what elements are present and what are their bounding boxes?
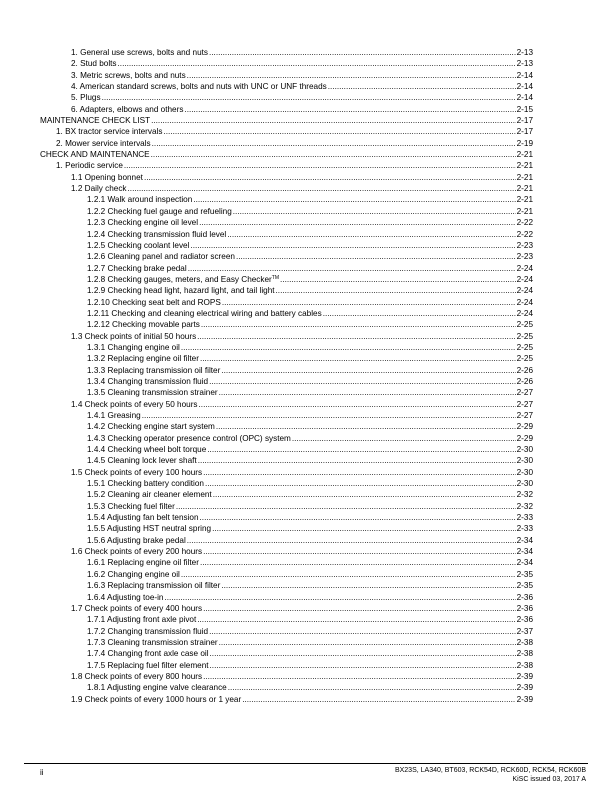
toc-entry-page: 2-27 — [516, 388, 533, 398]
toc-entry-title — [71, 467, 202, 478]
toc-entry[interactable] — [0, 217, 612, 228]
toc-entry-page: 2-25 — [516, 354, 533, 364]
footer-issue-info: KiSC issued 03, 2017 A — [512, 776, 586, 783]
toc-entry[interactable] — [0, 535, 612, 546]
toc-entry-page: 2-32 — [516, 490, 533, 500]
toc-entry-title-text: 1.2.2 Checking fuel gauge and refueling — [87, 206, 232, 216]
toc-entry-title — [87, 229, 226, 240]
toc-entry[interactable] — [0, 603, 612, 614]
toc-entry-title — [71, 331, 196, 342]
toc-entry-page: 2-38 — [516, 637, 533, 647]
toc-entry-title-text: 1.4.4 Checking wheel bolt torque — [87, 445, 207, 455]
toc-entry-page: 2-26 — [516, 365, 533, 375]
toc-entry-title-text: 1.5.6 Adjusting brake pedal — [87, 535, 186, 545]
toc-dot-leader — [219, 387, 516, 398]
toc-entry-title — [87, 614, 196, 625]
toc-dot-leader — [205, 478, 516, 489]
toc-entry[interactable] — [0, 183, 612, 194]
toc-dot-leader — [207, 444, 515, 455]
toc-entry[interactable] — [0, 410, 612, 421]
toc-entry-title-text: CHECK AND MAINTENANCE — [40, 150, 150, 160]
toc-entry[interactable] — [0, 297, 612, 308]
toc-entry-title — [87, 682, 227, 693]
footer-page-number: ii — [40, 768, 44, 777]
toc-entry-title — [87, 455, 197, 466]
toc-dot-leader — [198, 455, 516, 466]
toc-entry-title-text: 1.6.4 Adjusting toe-in — [87, 592, 164, 602]
toc-entry[interactable] — [0, 501, 612, 512]
toc-dot-leader — [233, 206, 516, 217]
toc-entry-title-text: 5. Plugs — [71, 93, 101, 103]
toc-entry-title-text: 1.3 Check points of initial 50 hours — [71, 331, 197, 341]
toc-entry-title-text: 1.3.2 Replacing engine oil filter — [87, 354, 199, 364]
toc-entry-title-text: 1.7.4 Changing front axle case oil — [87, 649, 209, 659]
toc-entry-page: 2-13 — [516, 59, 533, 69]
toc-dot-leader — [176, 501, 516, 512]
toc-entry[interactable] — [0, 70, 612, 81]
toc-entry[interactable] — [0, 569, 612, 580]
toc-entry-page: 2-38 — [516, 660, 533, 670]
toc-entry-title-text: 1. Periodic service — [56, 161, 123, 171]
toc-entry-title — [87, 557, 199, 568]
toc-entry-page: 2-21 — [516, 150, 533, 160]
toc-entry[interactable] — [0, 172, 612, 183]
toc-dot-leader — [212, 523, 516, 534]
toc-dot-leader — [181, 569, 516, 580]
toc-entry[interactable] — [0, 421, 612, 432]
toc-dot-leader — [193, 194, 515, 205]
toc-entry-title-text: 1.4.1 Greasing — [87, 411, 141, 420]
toc-dot-leader — [152, 138, 516, 149]
toc-entry-title — [87, 660, 209, 671]
toc-dot-leader — [200, 353, 516, 364]
toc-entry-title-text: 1.1 Opening bonnet — [71, 172, 143, 182]
toc-entry[interactable] — [0, 229, 612, 240]
toc-dot-leader — [323, 308, 516, 319]
toc-entry-page: 2-29 — [516, 433, 533, 443]
toc-entry-page: 2-24 — [516, 274, 533, 284]
toc-entry-page: 2-21 — [516, 161, 533, 171]
toc-entry-title — [87, 285, 275, 296]
toc-entry-title-text: 1. General use screws, bolts and nuts — [71, 48, 208, 57]
toc-entry-title — [87, 478, 204, 489]
toc-entry-title-text: 1.2.5 Checking coolant level — [87, 240, 190, 250]
toc-dot-leader — [203, 603, 516, 614]
toc-entry-page: 2-34 — [516, 535, 533, 545]
toc-entry[interactable] — [0, 376, 612, 387]
toc-entry-page: 2-37 — [516, 626, 533, 636]
toc-entry[interactable] — [0, 274, 612, 285]
toc-entry-title-text: 1.2.4 Checking transmission fluid level — [87, 229, 227, 239]
toc-dot-leader — [228, 682, 516, 693]
toc-dot-leader — [227, 229, 515, 240]
toc-entry-title-text: 1.2.7 Checking brake pedal — [87, 263, 187, 273]
toc-entry-page: 2-24 — [516, 297, 533, 307]
toc-entry[interactable] — [0, 126, 612, 137]
toc-entry-title-text: 1.7.3 Cleaning transmission strainer — [87, 637, 218, 647]
toc-entry-page: 2-36 — [516, 592, 533, 602]
toc-entry-title — [87, 240, 189, 251]
toc-dot-leader — [216, 421, 516, 432]
toc-entry[interactable] — [0, 319, 612, 330]
toc-dot-leader — [187, 535, 516, 546]
toc-entry-title-text: 1.7 Check points of every 400 hours — [71, 603, 203, 613]
toc-entry-page: 2-39 — [516, 671, 533, 681]
toc-entry-title — [71, 694, 241, 705]
toc-entry-title-text: 1.3.1 Changing engine oil — [87, 342, 180, 352]
toc-entry-title-text: 1.2.8 Checking gauges, meters, and Easy Checker — [87, 274, 272, 284]
toc-entry-title — [87, 387, 218, 398]
toc-entry[interactable] — [0, 81, 612, 92]
toc-entry-page: 2-39 — [516, 694, 533, 704]
toc-entry-page: 2-19 — [516, 138, 533, 148]
toc-entry-title — [87, 444, 206, 455]
toc-entry-title-text: 1.9 Check points of every 1000 hours or 1 year — [71, 694, 242, 704]
toc-entry-title-text: 1.8.1 Adjusting engine valve clearance — [87, 683, 227, 693]
toc-dot-leader — [197, 331, 515, 342]
toc-dot-leader — [124, 160, 516, 171]
toc-entry-title — [87, 308, 322, 319]
toc-entry-title — [87, 421, 215, 432]
toc-entry-page: 2-25 — [516, 342, 533, 352]
toc-entry-title — [87, 569, 180, 580]
toc-entry-title-text: 1.7.1 Adjusting front axle pivot — [87, 615, 197, 625]
toc-entry-title-text: 1.5.1 Checking battery condition — [87, 479, 204, 489]
toc-entry-title — [87, 433, 291, 444]
toc-entry-title-text: 1.5.2 Cleaning air cleaner element — [87, 490, 212, 500]
toc-dot-leader — [197, 614, 515, 625]
toc-entry-title — [87, 376, 208, 387]
toc-entry[interactable] — [0, 138, 612, 149]
toc-entry-page: 2-33 — [516, 524, 533, 534]
toc-entry-title — [87, 580, 220, 591]
toc-entry-title — [56, 126, 162, 137]
toc-entry-page: 2-35 — [516, 581, 533, 591]
toc-entry-title — [87, 535, 186, 546]
toc-entry[interactable] — [0, 308, 612, 319]
toc-entry-title — [71, 104, 183, 115]
toc-dot-leader — [201, 319, 516, 330]
toc-entry-title-text: 1.7.5 Replacing fuel filter element — [87, 660, 209, 670]
toc-entry-page: 2-24 — [516, 308, 533, 318]
toc-entry-title — [87, 194, 192, 205]
footer-model-list: BX23S, LA340, BT603, RCK54D, RCK60D, RCK54, RCK60B — [394, 767, 586, 774]
toc-dot-leader — [276, 285, 516, 296]
toc-entry[interactable] — [0, 626, 612, 637]
toc-entry-page: 2-23 — [516, 240, 533, 250]
toc-entry-title — [71, 183, 127, 194]
toc-entry-page: 2-29 — [516, 422, 533, 432]
toc-dot-leader — [151, 115, 516, 126]
toc-entry-title — [87, 648, 209, 659]
toc-entry[interactable] — [0, 251, 612, 262]
toc-entry-title-text: 1.4.2 Checking engine start system — [87, 422, 215, 432]
toc-dot-leader — [222, 297, 516, 308]
toc-entry-title-text: 1.5 Check points of every 100 hours — [71, 467, 203, 477]
toc-entry-page: 2-21 — [516, 184, 533, 194]
toc-entry-title-text: 1.3.3 Replacing transmission oil filter — [87, 365, 221, 375]
toc-entry-title-text: 1.2.1 Walk around inspection — [87, 195, 193, 205]
toc-dot-leader — [163, 126, 515, 137]
toc-entry[interactable] — [0, 387, 612, 398]
toc-entry-title — [87, 512, 199, 523]
toc-entry[interactable] — [0, 682, 612, 693]
toc-dot-leader — [219, 637, 516, 648]
toc-dot-leader — [118, 58, 516, 69]
toc-entry[interactable] — [0, 557, 612, 568]
toc-entry-title — [87, 274, 279, 285]
toc-entry-title — [87, 523, 211, 534]
toc-entry-title-text: 1.4 Check points of every 50 hours — [71, 399, 198, 409]
toc-entry-title-text: 1.6.1 Replacing engine oil filter — [87, 558, 199, 568]
toc-entry-page: 2-14 — [516, 82, 533, 92]
toc-entry-title-text: 1.2.12 Checking movable parts — [87, 320, 200, 330]
toc-entry-title-text: 1.2.3 Checking engine oil level — [87, 218, 199, 228]
toc-entry-title-text: 1.6 Check points of every 200 hours — [71, 547, 203, 557]
toc-entry-title-text: 1.3.5 Cleaning transmission strainer — [87, 388, 218, 398]
toc-entry-page: 2-15 — [516, 104, 533, 114]
toc-entry-title-text: 6. Adapters, elbows and others — [71, 104, 184, 114]
toc-entry-page: 2-39 — [516, 683, 533, 693]
toc-dot-leader — [184, 104, 515, 115]
toc-entry-page: 2-13 — [516, 48, 533, 57]
toc-entry-title — [87, 297, 221, 308]
toc-dot-leader — [242, 694, 515, 705]
toc-entry-page: 2-34 — [516, 558, 533, 568]
toc-entry[interactable] — [0, 365, 612, 376]
toc-entry-page: 2-30 — [516, 445, 533, 455]
toc-entry-title — [87, 206, 232, 217]
toc-entry-page: 2-30 — [516, 467, 533, 477]
toc-entry-page: 2-36 — [516, 603, 533, 613]
toc-entry-title — [71, 81, 327, 92]
toc-entry-title — [40, 115, 150, 126]
toc-entry-page: 2-33 — [516, 513, 533, 523]
toc-dot-leader — [200, 512, 516, 523]
toc-entry-page: 2-22 — [516, 229, 533, 239]
toc-entry[interactable] — [0, 285, 612, 296]
toc-entry-page: 2-36 — [516, 615, 533, 625]
toc-entry-title — [87, 626, 208, 637]
toc-entry-page: 2-24 — [516, 286, 533, 296]
toc-entry-title — [87, 637, 218, 648]
toc-dot-leader — [328, 81, 516, 92]
toc-dot-leader — [151, 149, 516, 160]
toc-entry-page: 2-23 — [516, 252, 533, 262]
toc-entry-title — [56, 138, 151, 149]
toc-entry[interactable] — [0, 671, 612, 682]
toc-dot-leader — [181, 342, 516, 353]
toc-entry-title-text: 2. Mower service intervals — [56, 138, 151, 148]
toc-entry-title-text: 1.4.3 Checking operator presence control (OPC) system — [87, 433, 291, 443]
toc-entry-title — [71, 47, 208, 58]
toc-dot-leader — [200, 557, 516, 568]
toc-entry[interactable] — [0, 467, 612, 478]
toc-entry-title — [71, 58, 117, 69]
toc-entry[interactable] — [0, 206, 612, 217]
toc-dot-leader — [128, 183, 516, 194]
toc-entry-title — [40, 149, 150, 160]
toc-entry-page: 2-35 — [516, 569, 533, 579]
toc-entry-title-text: 1.8 Check points of every 800 hours — [71, 671, 203, 681]
toc-entry[interactable] — [0, 523, 612, 534]
toc-entry-page: 2-21 — [516, 172, 533, 182]
toc-entry[interactable] — [0, 660, 612, 671]
toc-entry[interactable] — [0, 455, 612, 466]
toc-entry-title-text: 1.2.6 Cleaning panel and radiator screen — [87, 252, 235, 262]
toc-entry[interactable] — [0, 580, 612, 591]
toc-entry[interactable] — [0, 115, 612, 126]
toc-entry-page: 2-27 — [516, 411, 533, 420]
toc-entry-page: 2-30 — [516, 479, 533, 489]
toc-entry[interactable] — [0, 58, 612, 69]
toc-entry-page: 2-24 — [516, 263, 533, 273]
toc-entry-title-text: 1.2.11 Checking and cleaning electrical wiring and battery cables — [87, 308, 322, 318]
table-of-contents — [0, 47, 612, 705]
toc-entry-title-text: 1.4.5 Cleaning lock lever shaft — [87, 456, 197, 466]
toc-entry[interactable] — [0, 614, 612, 625]
toc-dot-leader — [203, 671, 516, 682]
toc-entry-title-text: 1.2 Daily check — [71, 184, 127, 194]
toc-dot-leader — [144, 172, 516, 183]
toc-entry-title — [87, 263, 187, 274]
toc-entry-title — [87, 353, 199, 364]
footer-divider — [24, 763, 588, 764]
toc-entry-page: 2-17 — [516, 127, 533, 137]
toc-entry-title-text: 1. BX tractor service intervals — [56, 127, 163, 137]
toc-entry[interactable] — [0, 512, 612, 523]
toc-entry[interactable] — [0, 263, 612, 274]
toc-entry[interactable] — [0, 47, 612, 58]
toc-entry[interactable] — [0, 342, 612, 353]
toc-entry[interactable] — [0, 149, 612, 160]
toc-entry-title — [56, 160, 123, 171]
toc-entry-title-text: 1.2.9 Checking head light, hazard light, and tail light — [87, 286, 275, 296]
toc-entry-page: 2-32 — [516, 501, 533, 511]
toc-entry-title-text: 1.3.4 Changing transmission fluid — [87, 376, 209, 386]
toc-dot-leader — [203, 546, 516, 557]
toc-entry[interactable] — [0, 489, 612, 500]
toc-entry-title-text: 1.5.4 Adjusting fan belt tension — [87, 513, 199, 523]
toc-entry-page: 2-17 — [516, 116, 533, 126]
toc-entry-title — [87, 501, 175, 512]
toc-entry-page: 2-21 — [516, 195, 533, 205]
toc-entry-title — [87, 410, 141, 421]
toc-entry-title — [87, 592, 163, 603]
toc-dot-leader — [213, 489, 516, 500]
toc-dot-leader — [221, 365, 515, 376]
toc-dot-leader — [236, 251, 516, 262]
toc-entry-title-text: 1.6.2 Changing engine oil — [87, 569, 180, 579]
toc-entry-page: 2-25 — [516, 320, 533, 330]
toc-dot-leader — [164, 592, 515, 603]
toc-entry[interactable] — [0, 433, 612, 444]
toc-dot-leader — [292, 433, 516, 444]
toc-entry[interactable] — [0, 104, 612, 115]
toc-entry-title-text: 2. Stud bolts — [71, 59, 117, 69]
toc-entry-title — [87, 251, 235, 262]
toc-entry[interactable] — [0, 92, 612, 103]
toc-entry-page: 2-22 — [516, 218, 533, 228]
toc-dot-leader — [188, 263, 516, 274]
toc-entry[interactable] — [0, 546, 612, 557]
toc-entry-title-text: 1.2.10 Checking seat belt and ROPS — [87, 297, 221, 307]
toc-dot-leader — [199, 217, 516, 228]
toc-dot-leader — [209, 626, 516, 637]
toc-dot-leader — [210, 660, 516, 671]
toc-entry[interactable] — [0, 353, 612, 364]
toc-dot-leader — [209, 47, 516, 58]
toc-entry-title-text: 1.5.3 Checking fuel filter — [87, 501, 175, 511]
toc-dot-leader — [102, 92, 516, 103]
toc-entry[interactable] — [0, 444, 612, 455]
toc-entry[interactable] — [0, 399, 612, 410]
toc-entry-page: 2-14 — [516, 70, 533, 80]
toc-entry[interactable] — [0, 160, 612, 171]
toc-entry[interactable] — [0, 592, 612, 603]
toc-dot-leader — [187, 70, 516, 81]
toc-entry-page: 2-27 — [516, 399, 533, 409]
toc-entry-title — [87, 489, 212, 500]
toc-dot-leader — [190, 240, 515, 251]
toc-entry-title-text: MAINTENANCE CHECK LIST — [40, 116, 151, 126]
toc-entry-title — [87, 217, 198, 228]
toc-entry-title-text: 3. Metric screws, bolts and nuts — [71, 70, 186, 80]
toc-entry[interactable] — [0, 194, 612, 205]
toc-dot-leader — [221, 580, 515, 591]
toc-entry-title-text: 1.6.3 Replacing transmission oil filter — [87, 581, 221, 591]
toc-entry-title — [87, 319, 200, 330]
toc-entry-page: 2-38 — [516, 649, 533, 659]
toc-entry-page: 2-14 — [516, 93, 533, 103]
toc-dot-leader — [142, 410, 516, 421]
toc-entry[interactable] — [0, 240, 612, 251]
toc-entry-page: 2-26 — [516, 376, 533, 386]
toc-entry[interactable] — [0, 694, 612, 705]
toc-entry-title — [71, 671, 202, 682]
toc-entry-page: 2-30 — [516, 456, 533, 466]
toc-entry-title — [71, 603, 202, 614]
toc-dot-leader — [280, 274, 516, 285]
toc-entry-page: 2-21 — [516, 206, 533, 216]
toc-entry-title-text: 1.5.5 Adjusting HST neutral spring — [87, 524, 212, 534]
toc-entry-page: 2-34 — [516, 547, 533, 557]
toc-entry-title — [71, 399, 198, 410]
toc-entry-title-text: 1.7.2 Changing transmission fluid — [87, 626, 209, 636]
toc-entry-title-text: 4. American standard screws, bolts and nuts with UNC or UNF threads — [71, 82, 327, 92]
toc-dot-leader — [209, 376, 516, 387]
toc-entry-title — [71, 70, 186, 81]
toc-entry-title — [87, 365, 220, 376]
toc-entry[interactable] — [0, 637, 612, 648]
toc-dot-leader — [203, 467, 516, 478]
toc-entry-title — [87, 342, 180, 353]
toc-dot-leader — [199, 399, 516, 410]
trademark-superscript: TM — [271, 274, 280, 281]
toc-entry[interactable] — [0, 478, 612, 489]
toc-entry-page: 2-25 — [516, 331, 533, 341]
toc-entry[interactable] — [0, 331, 612, 342]
toc-entry-title — [71, 172, 143, 183]
toc-dot-leader — [210, 648, 516, 659]
toc-entry-title — [71, 546, 202, 557]
toc-entry[interactable] — [0, 648, 612, 659]
toc-entry-title — [71, 92, 101, 103]
